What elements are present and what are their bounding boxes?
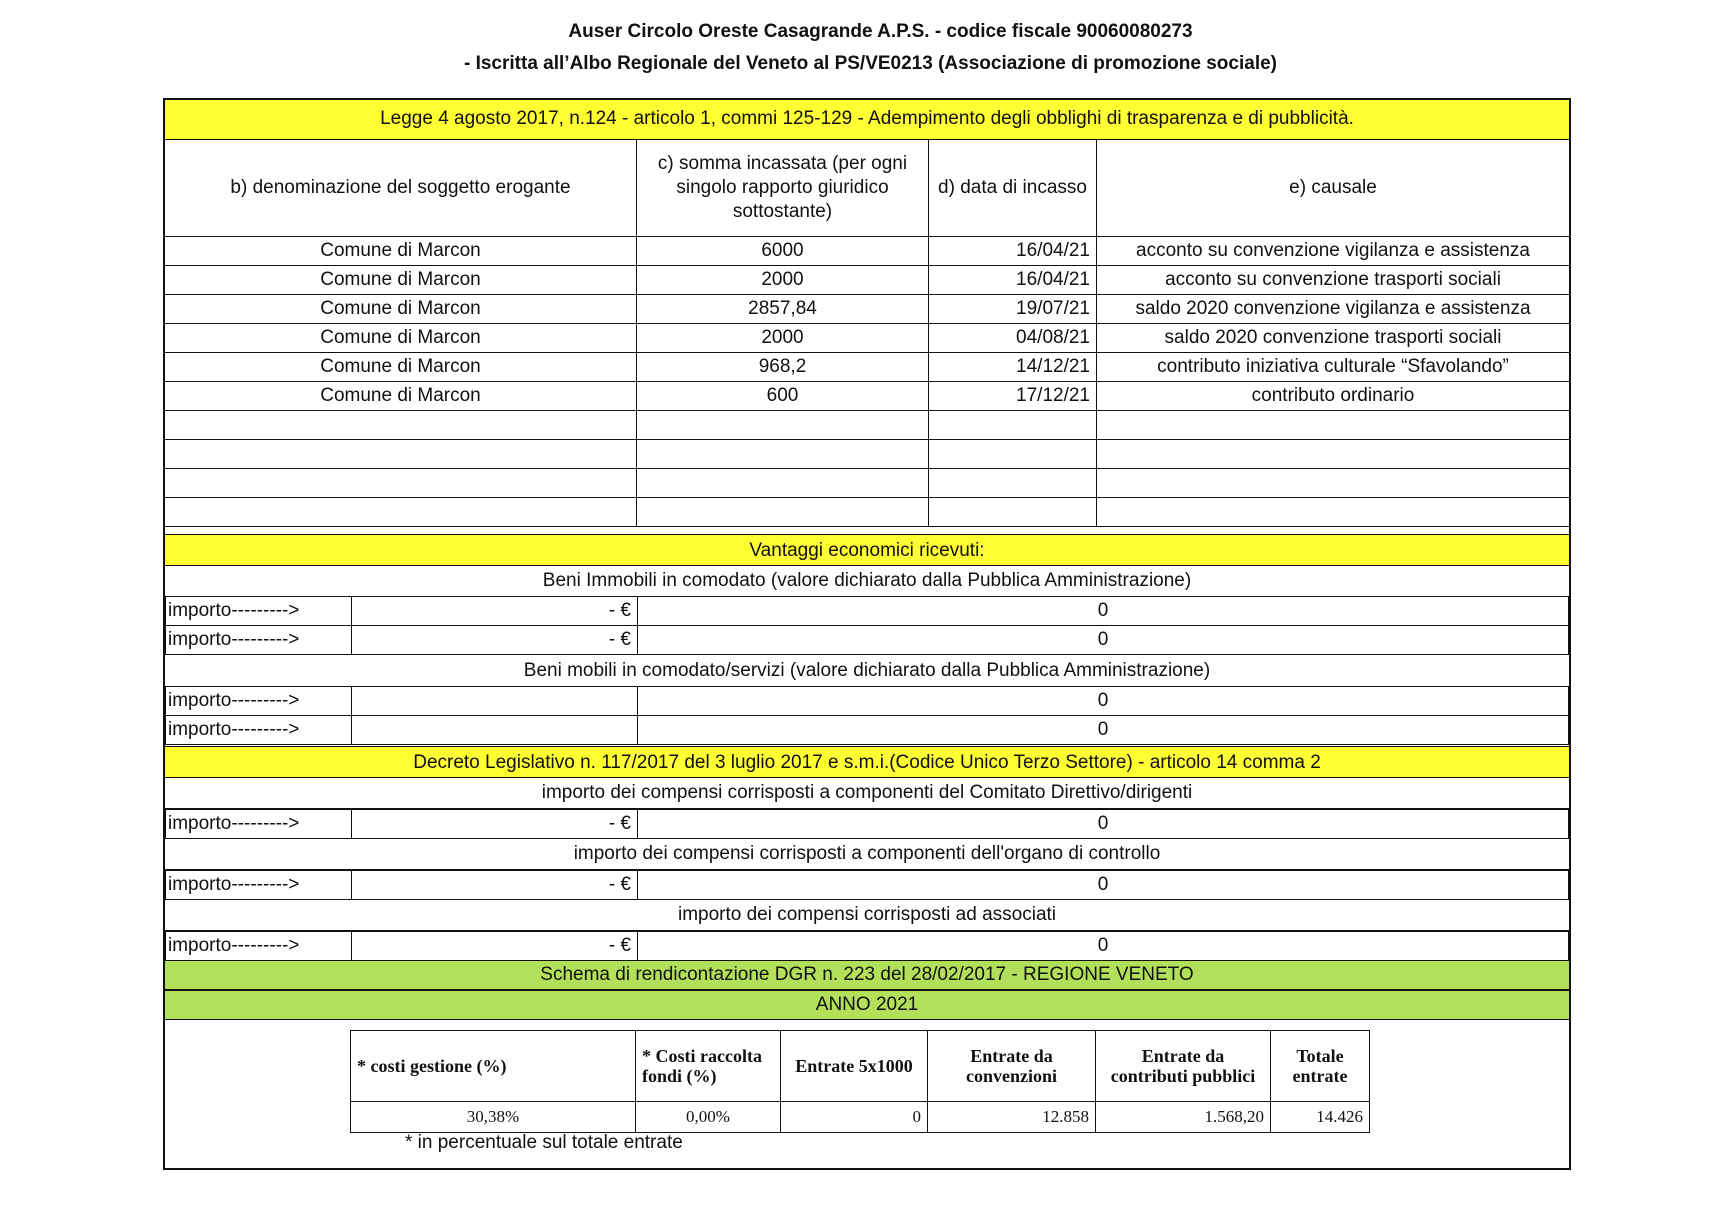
- header-costi-raccolta: * Costi raccolta fondi (%): [636, 1031, 781, 1102]
- value-entrate-contributi: 1.568,20: [1096, 1102, 1271, 1133]
- contributions-table: [164, 140, 1570, 527]
- table-row: [165, 295, 1570, 324]
- table-row: [165, 440, 1570, 469]
- cell-somma: 6000: [637, 237, 929, 266]
- header-line-2: - Iscritta all’Albo Regionale del Veneto al PS/VE0213 (Associazione di promozione sociale): [463, 53, 1277, 74]
- header-costi-gestione: * costi gestione (%): [351, 1031, 636, 1102]
- cell-data: 19/07/21: [929, 295, 1097, 324]
- cell-erogante: Comune di Marcon: [165, 295, 637, 324]
- importo-label: importo--------->: [166, 810, 352, 839]
- importo-value: 0: [638, 810, 1569, 839]
- importo-value: 0: [638, 687, 1569, 716]
- cell-data: 04/08/21: [929, 324, 1097, 353]
- importo-amount: - €: [352, 810, 638, 839]
- importo-label: importo--------->: [166, 687, 352, 716]
- importo-value: 0: [638, 716, 1569, 745]
- importo-value: 0: [638, 597, 1569, 626]
- col-header-erogante: b) denominazione del soggetto erogante: [165, 140, 637, 237]
- law-title: Legge 4 agosto 2017, n.124 - articolo 1, commi 125-129 - Adempimento degli obblighi di trasparenza e di pubblicità.: [380, 108, 1354, 129]
- table-row: [165, 324, 1570, 353]
- table-row: [165, 237, 1570, 266]
- immobili-table: [165, 596, 1569, 655]
- schema-header-row: [351, 1031, 1370, 1102]
- value-costi-raccolta: 0,00%: [636, 1102, 781, 1133]
- decreto-table: [165, 870, 1569, 900]
- decreto-subtitle: importo dei compensi corrisposti ad associati: [165, 900, 1569, 931]
- cell-data: [929, 469, 1097, 498]
- cell-somma: [637, 411, 929, 440]
- importo-amount: - €: [352, 626, 638, 655]
- cell-causale: [1097, 498, 1570, 527]
- cell-somma: 600: [637, 382, 929, 411]
- cell-causale: saldo 2020 convenzione trasporti sociali: [1097, 324, 1570, 353]
- cell-causale: [1097, 411, 1570, 440]
- col-header-causale: e) causale: [1097, 140, 1570, 237]
- schema-title: Schema di rendicontazione DGR n. 223 del 28/02/2017 - REGIONE VENETO: [540, 964, 1194, 985]
- cell-data: 16/04/21: [929, 237, 1097, 266]
- cell-erogante: Comune di Marcon: [165, 237, 637, 266]
- value-entrate-5x1000: 0: [781, 1102, 928, 1133]
- cell-data: 16/04/21: [929, 266, 1097, 295]
- importo-amount: - €: [352, 871, 638, 900]
- importo-row: [166, 597, 1569, 626]
- header-entrate-convenzioni: Entrate da convenzioni: [928, 1031, 1096, 1102]
- importo-row: [166, 932, 1569, 961]
- cell-causale: acconto su convenzione vigilanza e assistenza: [1097, 237, 1570, 266]
- cell-erogante: Comune di Marcon: [165, 382, 637, 411]
- document-header: [0, 16, 1731, 80]
- importo-amount: [352, 716, 638, 745]
- decreto-groups: [165, 778, 1569, 961]
- cell-causale: acconto su convenzione trasporti sociali: [1097, 266, 1570, 295]
- cell-erogante: [165, 498, 637, 527]
- cell-erogante: Comune di Marcon: [165, 324, 637, 353]
- decreto-table: [165, 931, 1569, 961]
- cell-causale: [1097, 469, 1570, 498]
- cell-erogante: Comune di Marcon: [165, 353, 637, 382]
- cell-erogante: Comune di Marcon: [165, 266, 637, 295]
- table-row: [165, 469, 1570, 498]
- importo-label: importo--------->: [166, 597, 352, 626]
- cell-data: 17/12/21: [929, 382, 1097, 411]
- cell-somma: 968,2: [637, 353, 929, 382]
- decreto-band: [165, 746, 1569, 778]
- cell-somma: [637, 440, 929, 469]
- table-row: [165, 353, 1570, 382]
- col-header-somma: c) somma incassata (per ogni singolo rapporto giuridico sottostante): [637, 140, 929, 237]
- importo-amount: [352, 687, 638, 716]
- schema-table-wrap: [350, 1030, 1370, 1133]
- immobili-table-wrap: [165, 596, 1569, 655]
- table-row: [165, 498, 1570, 527]
- mobili-subtitle: Beni mobili in comodato/servizi (valore dichiarato dalla Pubblica Amministrazione): [523, 660, 1211, 681]
- table-header-row: [165, 140, 1570, 237]
- schema-band: [165, 960, 1569, 990]
- decreto-title: Decreto Legislativo n. 117/2017 del 3 luglio 2017 e s.m.i.(Codice Unico Terzo Settore) - articolo 14 comma 2: [413, 752, 1321, 773]
- decreto-table: [165, 809, 1569, 839]
- table-row: [165, 411, 1570, 440]
- cell-somma: 2857,84: [637, 295, 929, 324]
- table-row: [165, 266, 1570, 295]
- header-entrate-5x1000: Entrate 5x1000: [781, 1031, 928, 1102]
- contributions-table-wrap: [165, 140, 1569, 527]
- law-title-band: [165, 100, 1569, 140]
- importo-row: [166, 871, 1569, 900]
- importo-value: 0: [638, 626, 1569, 655]
- cell-causale: contributo iniziativa culturale “Sfavolando”: [1097, 353, 1570, 382]
- value-totale-entrate: 14.426: [1271, 1102, 1370, 1133]
- cell-erogante: [165, 440, 637, 469]
- cell-causale: contributo ordinario: [1097, 382, 1570, 411]
- importo-label: importo--------->: [166, 932, 352, 961]
- header-line-1: Auser Circolo Oreste Casagrande A.P.S. - codice fiscale 90060080273: [568, 21, 1193, 42]
- importo-label: importo--------->: [166, 716, 352, 745]
- col-header-data: d) data di incasso: [929, 140, 1097, 237]
- cell-causale: [1097, 440, 1570, 469]
- cell-data: [929, 498, 1097, 527]
- importo-amount: - €: [352, 597, 638, 626]
- value-costi-gestione: 30,38%: [351, 1102, 636, 1133]
- importo-value: 0: [638, 932, 1569, 961]
- mobili-table-wrap: [165, 686, 1569, 745]
- cell-data: 14/12/21: [929, 353, 1097, 382]
- importo-row: [166, 716, 1569, 745]
- importo-row: [166, 810, 1569, 839]
- decreto-subtitle: importo dei compensi corrisposti a componenti del Comitato Direttivo/dirigenti: [165, 778, 1569, 809]
- cell-erogante: [165, 469, 637, 498]
- schema-year: ANNO 2021: [815, 994, 919, 1015]
- cell-somma: 2000: [637, 266, 929, 295]
- cell-somma: 2000: [637, 324, 929, 353]
- table-row: [165, 382, 1570, 411]
- vantaggi-title: Vantaggi economici ricevuti:: [749, 540, 985, 561]
- schema-note: * in percentuale sul totale entrate: [405, 1132, 683, 1153]
- immobili-subtitle: Beni Immobili in comodato (valore dichiarato dalla Pubblica Amministrazione): [542, 570, 1192, 591]
- importo-row: [166, 626, 1569, 655]
- year-band: [165, 990, 1569, 1020]
- cell-somma: [637, 498, 929, 527]
- importo-row: [166, 687, 1569, 716]
- value-entrate-convenzioni: 12.858: [928, 1102, 1096, 1133]
- cell-causale: saldo 2020 convenzione vigilanza e assistenza: [1097, 295, 1570, 324]
- transparency-form: [163, 98, 1571, 1170]
- importo-amount: - €: [352, 932, 638, 961]
- header-totale-entrate: Totale entrate: [1271, 1031, 1370, 1102]
- importo-label: importo--------->: [166, 871, 352, 900]
- mobili-table: [165, 686, 1569, 745]
- importo-value: 0: [638, 871, 1569, 900]
- importo-label: importo--------->: [166, 626, 352, 655]
- vantaggi-band: [165, 534, 1569, 566]
- header-entrate-contributi: Entrate da contributi pubblici: [1096, 1031, 1271, 1102]
- cell-data: [929, 440, 1097, 469]
- cell-data: [929, 411, 1097, 440]
- schema-table: [350, 1030, 1370, 1133]
- cell-erogante: [165, 411, 637, 440]
- cell-somma: [637, 469, 929, 498]
- decreto-subtitle: importo dei compensi corrisposti a componenti dell'organo di controllo: [165, 839, 1569, 870]
